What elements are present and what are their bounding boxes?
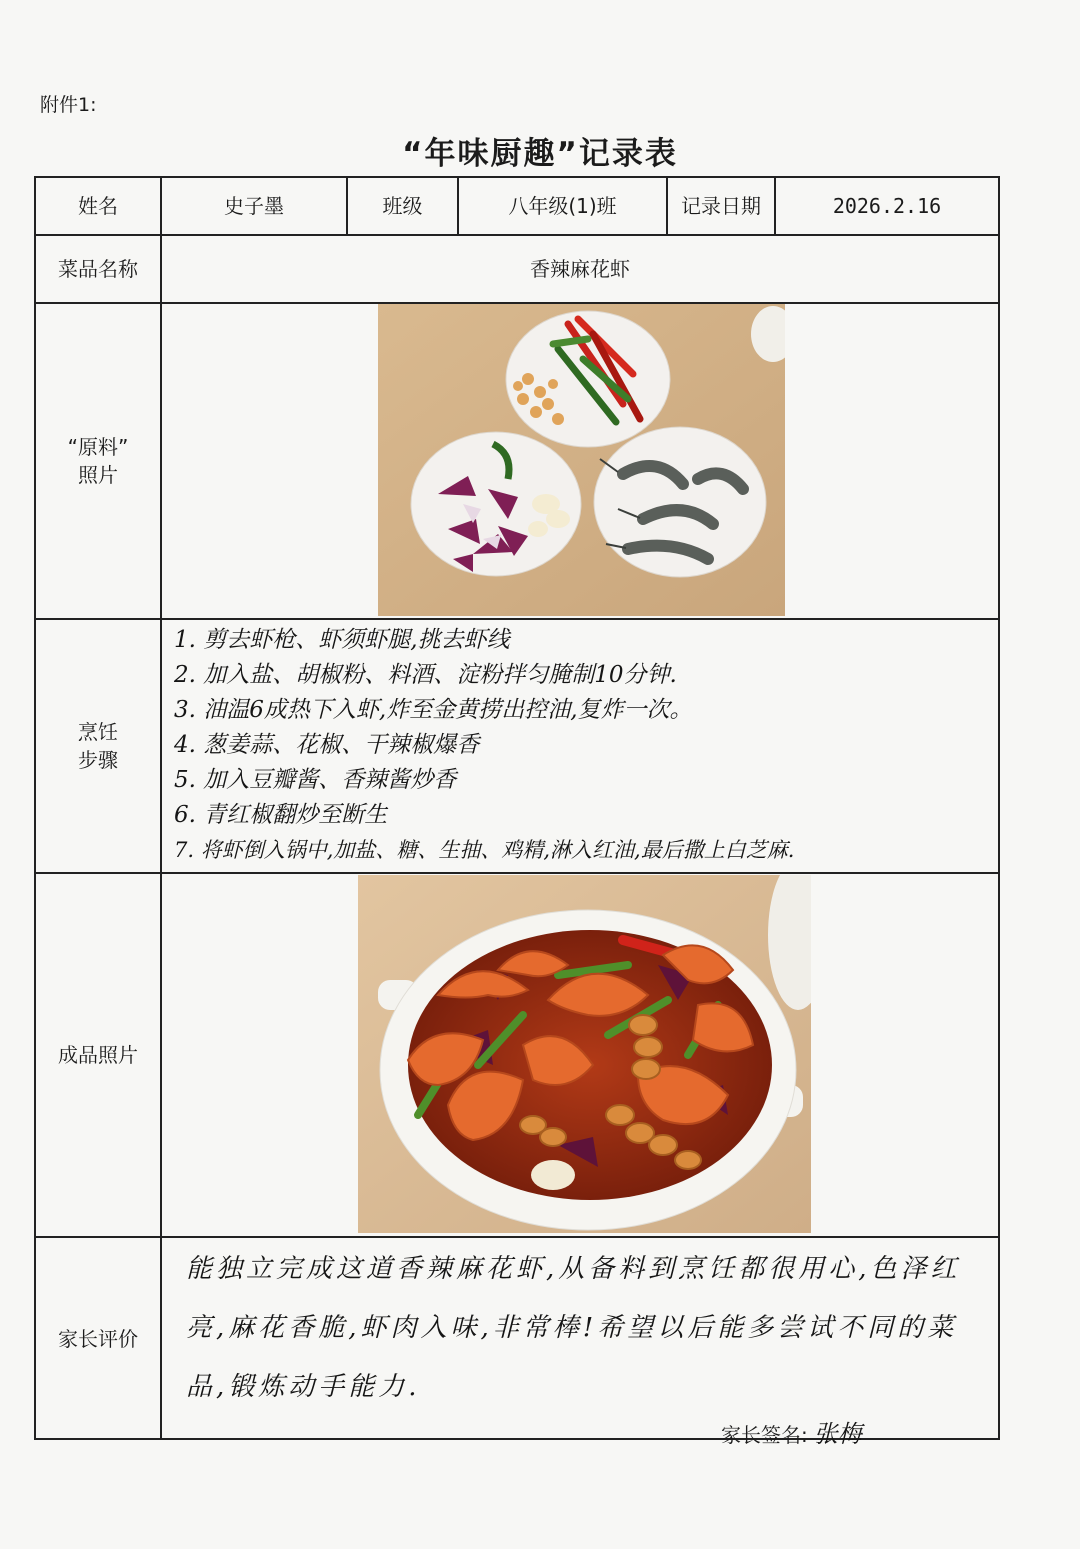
- finished-label: 成品照片: [58, 1043, 138, 1067]
- cooking-step: 7. 将虾倒入锅中,加盐、糖、生抽、鸡精,淋入红油,最后撒上白芝麻.: [174, 838, 795, 862]
- dish-value: 香辣麻花虾: [530, 257, 630, 281]
- ingredients-label-line1: “原料”: [67, 435, 129, 459]
- parent-signature: 张梅: [813, 1420, 862, 1448]
- cooking-steps-list: [174, 623, 994, 868]
- cooking-step: 5. 加入豆瓣酱、香辣酱炒香: [174, 767, 457, 793]
- dish-label: 菜品名称: [58, 257, 138, 281]
- parent-label: 家长评价: [58, 1327, 138, 1351]
- ingredients-label-line2: 照片: [78, 463, 118, 487]
- ingredients-label: [36, 304, 160, 618]
- cooking-step: 4. 葱姜蒜、花椒、干辣椒爆香: [174, 732, 480, 758]
- cooking-step: 2. 加入盐、胡椒粉、料酒、淀粉拌匀腌制10分钟.: [174, 662, 677, 688]
- class-value: 八年级(1)班: [508, 194, 617, 218]
- steps-label-line2: 步骤: [78, 748, 118, 772]
- class-label: 班级: [382, 194, 423, 218]
- date-label: 记录日期: [681, 194, 761, 218]
- cooking-step: 6. 青红椒翻炒至断生: [174, 802, 388, 828]
- date-value: 2026.2.16: [832, 194, 942, 218]
- cooking-step: 3. 油温6成热下入虾,炸至金黄捞出控油,复炸一次。: [174, 697, 693, 723]
- parent-signature-line: [721, 1414, 862, 1449]
- page-title: “年味厨趣”记录表: [402, 136, 678, 172]
- finished-dish-photo: [358, 875, 811, 1233]
- signature-label: 家长签名:: [721, 1423, 808, 1447]
- ingredients-photo: [378, 304, 785, 616]
- name-label: 姓名: [78, 194, 118, 218]
- attachment-label: 附件1:: [40, 94, 97, 116]
- steps-label-line1: 烹饪: [78, 720, 118, 744]
- steps-label: [36, 620, 160, 872]
- finished-dish-photo-graphic: [358, 875, 811, 1233]
- cooking-step: 1. 剪去虾枪、虾须虾腿,挑去虾线: [174, 627, 510, 653]
- ingredients-photo-graphic: [378, 304, 785, 616]
- parent-comment: 能独立完成这道香辣麻花虾,从备料到烹饪都很用心,色泽红亮,麻花香脆,虾肉入味,非常棒!希望以后能多尝试不同的菜品,锻炼动手能力.: [186, 1254, 961, 1402]
- name-value: 史子墨: [224, 194, 284, 218]
